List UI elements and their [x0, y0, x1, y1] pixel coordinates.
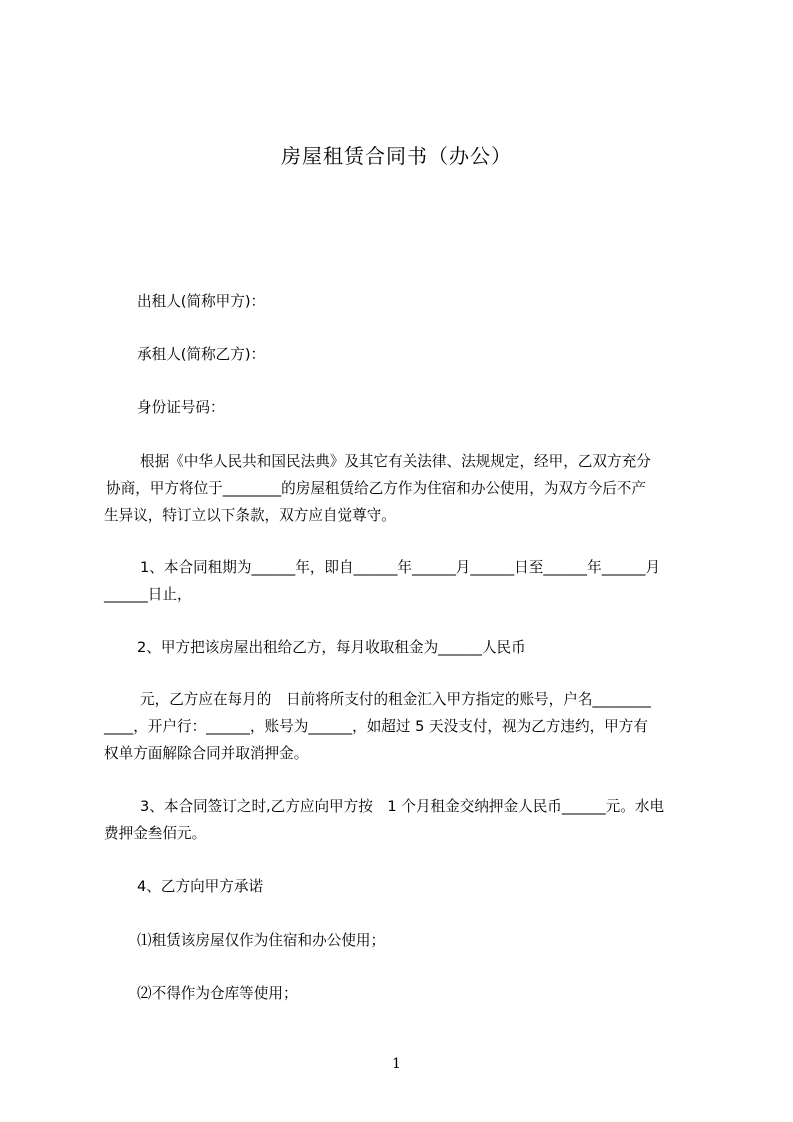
page-number: 1 — [392, 1056, 401, 1072]
clause-2-cont-line-3: 权单方面解除合同并取消押金。 — [104, 745, 309, 762]
clause-1-line-2: ______日止， — [104, 586, 192, 603]
clause-3-line-2: 费押金叁佰元。 — [104, 825, 207, 842]
id-number-line: 身份证号码： — [137, 399, 225, 416]
intro-paragraph-line-3: 生异议，特订立以下条款，双方应自觉尊守。 — [104, 507, 396, 524]
clause-2-cont-line-2: ____，开户行：______，账号为______，如超过 5 天没支付，视为乙方违约，甲方有 — [104, 718, 648, 735]
clause-3-line-1: 3、本合同签订之时,乙方应向甲方按 1 个月租金交纳押金人民币______元。水电 — [140, 798, 665, 815]
clause-4-item-2: ⑵不得作为仓库等使用； — [137, 985, 298, 1002]
lessor-line: 出租人(简称甲方)： — [137, 293, 266, 310]
lessee-line: 承租人(简称乙方)： — [137, 346, 266, 363]
intro-paragraph-line-1: 根据《中华人民共和国民法典》及其它有关法律、法规规定，经甲，乙双方充分 — [140, 453, 651, 470]
clause-4-heading: 4、乙方向甲方承诺 — [137, 878, 264, 895]
clause-4-item-1: ⑴租赁该房屋仅作为住宿和办公使用； — [137, 932, 386, 949]
clause-2-cont-line-1: 元，乙方应在每月的 日前将所支付的租金汇入甲方指定的账号，户名________ — [140, 691, 651, 708]
clause-1-line-1: 1、本合同租期为______年，即自______年______月______日至______年______月 — [140, 559, 661, 576]
document-title: 房屋租赁合同书（办公） — [281, 144, 512, 168]
clause-2-line-1: 2、甲方把该房屋出租给乙方，每月收取租金为______人民币 — [137, 639, 526, 656]
intro-paragraph-line-2: 协商，甲方将位于________的房屋租赁给乙方作为住宿和办公使用，为双方今后不产 — [106, 480, 646, 497]
